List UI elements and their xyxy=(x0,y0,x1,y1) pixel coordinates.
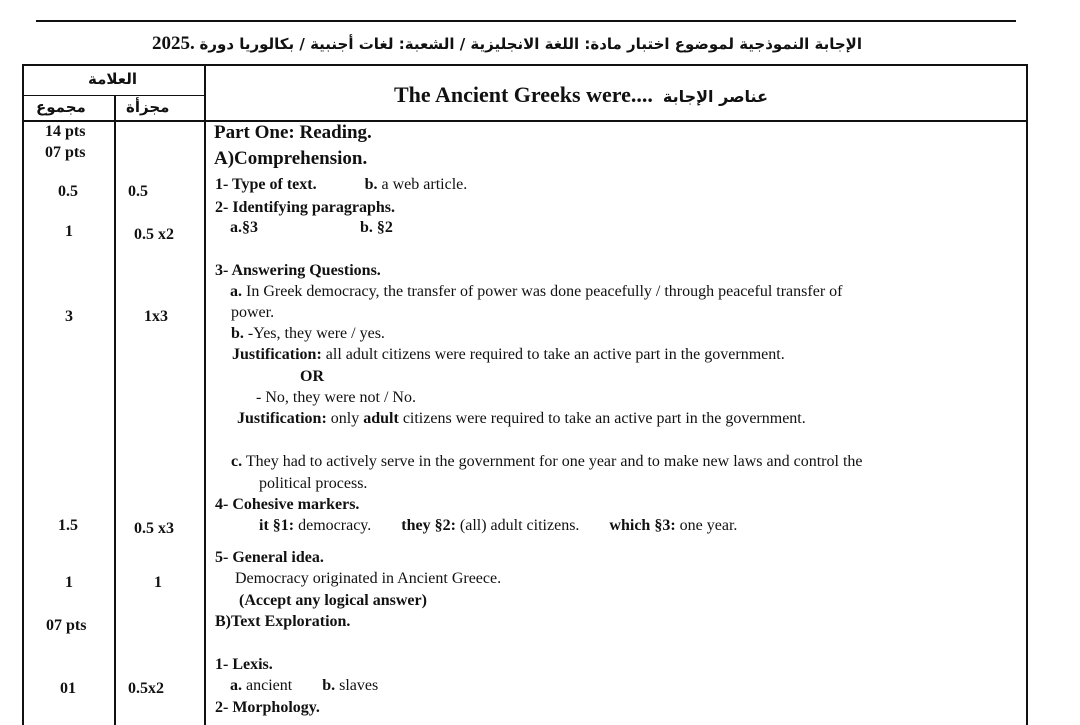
q3-a-text1: In Greek democracy, the transfer of power was done peacefully / through peaceful transfer of xyxy=(242,283,843,300)
score-comprehension: 07 pts xyxy=(45,144,86,161)
text-exploration-heading: B)Text Exploration. xyxy=(215,613,351,630)
justification-2-adult: adult xyxy=(363,410,399,427)
grade-header: العلامة xyxy=(88,70,138,88)
score-q5-partial: 1 xyxy=(154,574,162,591)
q4-it: it §1: xyxy=(259,517,295,534)
lexis-answers xyxy=(230,677,378,695)
q3-c-letter: c. xyxy=(231,453,243,470)
comprehension-heading: A)Comprehension. xyxy=(214,148,368,169)
score-q2-total: 1 xyxy=(65,223,73,240)
lexis-label: 1- Lexis. xyxy=(215,656,273,673)
score-q2-partial: 0.5 x2 xyxy=(134,226,174,243)
grade-header-split xyxy=(22,95,206,96)
q3-c-line1 xyxy=(231,453,863,471)
table-col-divider-1 xyxy=(114,95,116,725)
lexis-a-answer: ancient xyxy=(242,677,293,694)
q3-c-line2: political process. xyxy=(259,475,368,492)
or-label: OR xyxy=(300,368,324,385)
q3-c-text1: They had to actively serve in the government for one year and to make new laws and control the xyxy=(242,453,863,470)
q4-they: they §2: xyxy=(401,517,456,534)
justification-1 xyxy=(232,346,785,364)
q3-a-letter: a. xyxy=(230,283,242,300)
no-answer: - No, they were not / No. xyxy=(256,389,416,406)
title-rule xyxy=(22,64,1028,66)
partial-header: مجزأة xyxy=(126,98,170,116)
answer-header xyxy=(394,82,768,108)
table-right-border xyxy=(1026,66,1028,725)
q3-b-letter: b. xyxy=(231,325,244,342)
justification-2-pre: only xyxy=(326,410,364,427)
score-q3-partial: 1x3 xyxy=(144,308,168,325)
score-q5-total: 1 xyxy=(65,574,73,591)
morphology-label: 2- Morphology. xyxy=(215,699,320,716)
q4-which: which §3: xyxy=(609,517,676,534)
q5-accept-note: (Accept any logical answer) xyxy=(239,592,427,609)
answer-header-title: The Ancient Greeks were.... xyxy=(394,82,653,107)
q3-b-line xyxy=(231,325,385,343)
justification-2-label: Justification: xyxy=(237,410,327,427)
page-title-year: 2025. xyxy=(152,33,195,54)
justification-1-text: all adult citizens were required to take an active part in the government. xyxy=(321,346,785,363)
page-title xyxy=(152,33,862,55)
score-lexis-total: 01 xyxy=(60,680,76,697)
q4-answers xyxy=(259,517,737,535)
q1-answer: a web article. xyxy=(377,176,468,193)
q3-a-line1 xyxy=(230,283,842,301)
q5-label: 5- General idea. xyxy=(215,549,324,566)
score-q4-partial: 0.5 x3 xyxy=(134,520,174,537)
score-text-exploration: 07 pts xyxy=(46,617,87,634)
table-col-divider-2 xyxy=(204,66,206,725)
top-rule xyxy=(36,20,1016,22)
score-q4-total: 1.5 xyxy=(58,517,78,534)
score-q3-total: 3 xyxy=(65,308,73,325)
q2-label: 2- Identifying paragraphs. xyxy=(215,199,396,216)
q4-label: 4- Cohesive markers. xyxy=(215,496,360,513)
q2-answer-a: a.§3 xyxy=(230,219,258,236)
q4-which-answer: one year. xyxy=(675,517,738,534)
q4-it-answer: democracy. xyxy=(294,517,372,534)
answer-header-arabic: عناصر الإجابة xyxy=(662,87,768,106)
lexis-b-letter: b. xyxy=(322,677,336,694)
q1-label: 1- Type of text. xyxy=(215,176,317,193)
q3-a-line2: power. xyxy=(231,304,275,321)
page-title-arabic: الإجابة النموذجية لموضوع اختبار مادة: اللغة الانجليزية / الشعبة: لغات أجنبية / بكالوريا دورة xyxy=(199,35,862,53)
score-q1-total: 0.5 xyxy=(58,183,78,200)
justification-2 xyxy=(237,410,806,428)
total-header: مجموع xyxy=(36,98,86,116)
score-lexis-partial: 0.5x2 xyxy=(128,680,164,697)
q2-answer-b: b. §2 xyxy=(360,219,393,236)
header-bottom-rule xyxy=(22,120,1028,122)
part-one-heading: Part One: Reading. xyxy=(214,122,372,143)
table-left-border xyxy=(22,66,24,725)
q1-line xyxy=(215,176,467,194)
q3-b-text: -Yes, they were / yes. xyxy=(243,325,385,342)
justification-2-post: citizens were required to take an active part in the government. xyxy=(398,410,806,427)
q4-they-answer: (all) adult citizens. xyxy=(455,517,580,534)
score-q1-partial: 0.5 xyxy=(128,183,148,200)
justification-1-label: Justification: xyxy=(232,346,322,363)
q1-option-letter: b. xyxy=(364,176,378,193)
q3-label: 3- Answering Questions. xyxy=(215,262,381,279)
lexis-b-answer: slaves xyxy=(335,677,379,694)
q5-answer: Democracy originated in Ancient Greece. xyxy=(235,570,502,587)
lexis-a-letter: a. xyxy=(230,677,242,694)
score-total-part-one: 14 pts xyxy=(45,123,86,140)
